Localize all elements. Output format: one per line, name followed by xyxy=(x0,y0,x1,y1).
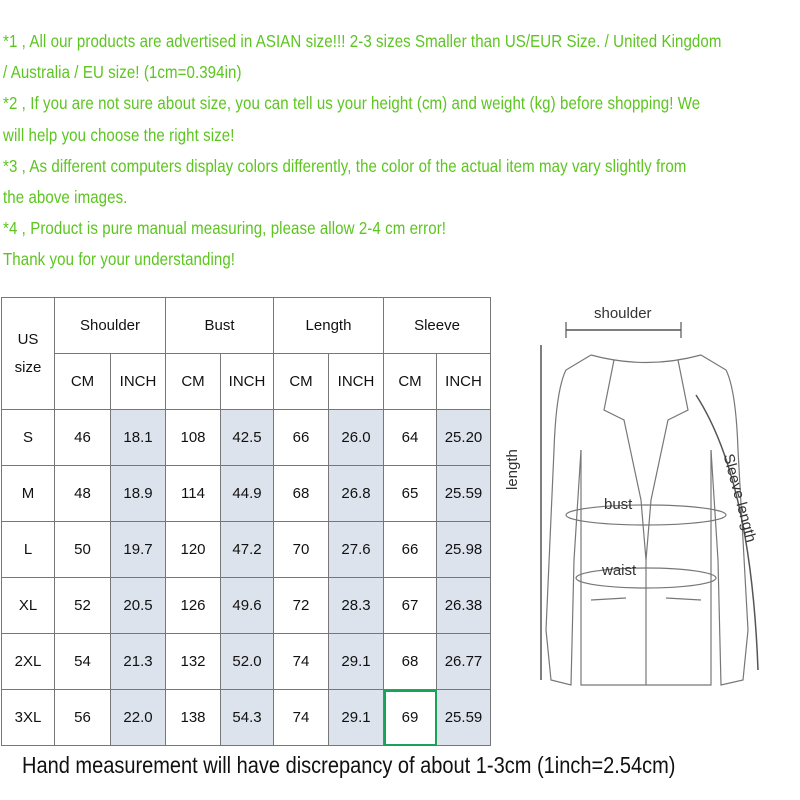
table-cell[interactable]: 46 xyxy=(55,410,111,466)
table-cell[interactable]: 138 xyxy=(166,690,221,746)
note-line: *4 , Product is pure manual measuring, please allow 2-4 cm error! xyxy=(3,218,447,239)
note-line: Thank you for your understanding! xyxy=(3,249,236,270)
table-cell[interactable]: 25.59 xyxy=(437,690,491,746)
table-cell[interactable]: 54 xyxy=(55,634,111,690)
table-cell[interactable]: 48 xyxy=(55,466,111,522)
table-cell[interactable]: 64 xyxy=(384,410,437,466)
table-cell[interactable]: 26.38 xyxy=(437,578,491,634)
table-cell[interactable]: 52 xyxy=(55,578,111,634)
table-row xyxy=(2,410,491,466)
unit-header: CM xyxy=(384,354,437,410)
table-cell[interactable]: 27.6 xyxy=(329,522,384,578)
table-cell[interactable]: 44.9 xyxy=(221,466,274,522)
size-cell: S xyxy=(2,410,55,466)
size-cell: M xyxy=(2,466,55,522)
table-cell[interactable]: 66 xyxy=(384,522,437,578)
selected-table-cell[interactable]: 69 xyxy=(384,690,437,746)
size-cell: XL xyxy=(2,578,55,634)
note-line: *3 , As different computers display colors differently, the color of the actual item may vary slightly from xyxy=(3,155,687,176)
table-cell[interactable]: 114 xyxy=(166,466,221,522)
unit-header: INCH xyxy=(111,354,166,410)
table-cell[interactable]: 50 xyxy=(55,522,111,578)
table-cell[interactable]: 20.5 xyxy=(111,578,166,634)
note-line: *2 , If you are not sure about size, you can tell us your height (cm) and weight (kg) before shopping! We xyxy=(3,93,701,114)
table-cell[interactable]: 74 xyxy=(274,634,329,690)
table-cell[interactable]: 49.6 xyxy=(221,578,274,634)
corner-us: US xyxy=(17,330,39,348)
table-cell[interactable]: 66 xyxy=(274,410,329,466)
note-line: *1 , All our products are advertised in ASIAN size!!! 2-3 sizes Smaller than US/EUR Size. / United Kingdom xyxy=(3,31,722,51)
label-sleeve-length: Sleeve length xyxy=(719,452,760,545)
table-cell[interactable]: 56 xyxy=(55,690,111,746)
table-cell[interactable]: 132 xyxy=(166,634,221,690)
unit-header: INCH xyxy=(329,354,384,410)
header-bust: Bust xyxy=(166,298,274,354)
label-waist: waist xyxy=(602,562,637,579)
footer-note: Hand measurement will have discrepancy of about 1-3cm (1inch=2.54cm) xyxy=(22,752,676,778)
note-line: / Australia / EU size! (1cm=0.394in) xyxy=(3,62,242,83)
note-line: the above images. xyxy=(3,187,128,208)
table-cell[interactable]: 47.2 xyxy=(221,522,274,578)
corner-header-cell xyxy=(2,298,55,410)
table-row xyxy=(2,578,491,634)
jacket-illustration xyxy=(496,300,796,700)
table-cell[interactable]: 25.59 xyxy=(437,466,491,522)
table-cell[interactable]: 74 xyxy=(274,690,329,746)
unit-header: INCH xyxy=(437,354,491,410)
label-length: length xyxy=(504,449,521,490)
table-cell[interactable]: 28.3 xyxy=(329,578,384,634)
table-cell[interactable]: 65 xyxy=(384,466,437,522)
table-cell[interactable]: 42.5 xyxy=(221,410,274,466)
size-cell: L xyxy=(2,522,55,578)
table-cell[interactable]: 52.0 xyxy=(221,634,274,690)
table-cell[interactable]: 21.3 xyxy=(111,634,166,690)
header-sleeve: Sleeve xyxy=(384,298,491,354)
table-cell[interactable]: 19.7 xyxy=(111,522,166,578)
table-row xyxy=(2,466,491,522)
table-cell[interactable]: 126 xyxy=(166,578,221,634)
size-chart-table xyxy=(1,297,491,746)
table-cell[interactable]: 54.3 xyxy=(221,690,274,746)
table-cell[interactable]: 70 xyxy=(274,522,329,578)
table-cell[interactable]: 72 xyxy=(274,578,329,634)
note-line: will help you choose the right size! xyxy=(3,124,235,145)
table-cell[interactable]: 26.77 xyxy=(437,634,491,690)
label-bust: bust xyxy=(604,496,633,513)
unit-header: CM xyxy=(55,354,111,410)
header-length: Length xyxy=(274,298,384,354)
unit-header: CM xyxy=(274,354,329,410)
table-cell[interactable]: 22.0 xyxy=(111,690,166,746)
table-cell[interactable]: 18.1 xyxy=(111,410,166,466)
table-cell[interactable]: 25.20 xyxy=(437,410,491,466)
table-cell[interactable]: 108 xyxy=(166,410,221,466)
jacket-measurement-diagram xyxy=(496,300,796,700)
table-cell[interactable]: 68 xyxy=(384,634,437,690)
table-cell[interactable]: 29.1 xyxy=(329,690,384,746)
table-cell[interactable]: 29.1 xyxy=(329,634,384,690)
table-cell[interactable]: 68 xyxy=(274,466,329,522)
unit-header: INCH xyxy=(221,354,274,410)
header-shoulder: Shoulder xyxy=(55,298,166,354)
unit-header: CM xyxy=(166,354,221,410)
size-cell: 2XL xyxy=(2,634,55,690)
table-cell[interactable]: 120 xyxy=(166,522,221,578)
corner-size: size xyxy=(14,358,42,376)
size-notes xyxy=(3,26,798,276)
size-cell: 3XL xyxy=(2,690,55,746)
table-row xyxy=(2,522,491,578)
label-shoulder: shoulder xyxy=(594,305,652,322)
table-cell[interactable]: 26.0 xyxy=(329,410,384,466)
table-cell[interactable]: 26.8 xyxy=(329,466,384,522)
table-row xyxy=(2,690,491,746)
table-cell[interactable]: 67 xyxy=(384,578,437,634)
table-row xyxy=(2,634,491,690)
table-cell[interactable]: 25.98 xyxy=(437,522,491,578)
table-cell[interactable]: 18.9 xyxy=(111,466,166,522)
